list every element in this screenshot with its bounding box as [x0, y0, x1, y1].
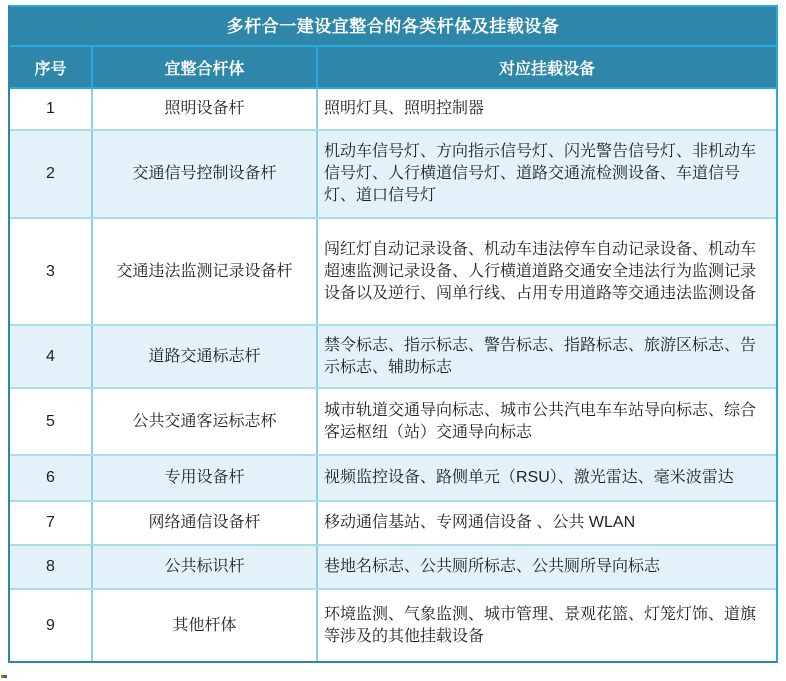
cell-pole: 公共交通客运标志杯 [92, 388, 317, 455]
table-row [10, 130, 776, 218]
table-title: 多杆合一建设宜整合的各类杆体及挂载设备 [10, 7, 776, 47]
column-header-no: 序号 [10, 47, 92, 88]
table-row [10, 501, 776, 545]
cell-devices: 巷地名标志、公共厕所标志、公共厕所导向标志 [317, 545, 776, 589]
cell-devices: 机动车信号灯、方向指示信号灯、闪光警告信号灯、非机动车信号灯、人行横道信号灯、道路交通流检测设备、车道信号灯、道口信号灯 [317, 130, 776, 218]
table-row [10, 388, 776, 455]
cell-pole: 网络通信设备杆 [92, 501, 317, 545]
cell-pole: 道路交通标志杆 [92, 325, 317, 388]
cell-no: 4 [10, 325, 92, 388]
cell-no: 9 [10, 589, 92, 661]
table-row [10, 545, 776, 589]
cell-devices: 城市轨道交通导向标志、城市公共汽电车车站导向标志、综合客运枢纽（站）交通导向标志 [317, 388, 776, 455]
cell-pole: 公共标识杆 [92, 545, 317, 589]
column-header-devices: 对应挂载设备 [317, 47, 776, 88]
cell-no: 3 [10, 218, 92, 325]
cell-devices: 视频监控设备、路侧单元（RSU）、激光雷达、毫米波雷达 [317, 455, 776, 501]
integration-table [8, 5, 778, 663]
table-row [10, 455, 776, 501]
table-row [10, 88, 776, 130]
cell-no: 5 [10, 388, 92, 455]
table-row [10, 325, 776, 388]
cell-pole: 其他杆体 [92, 589, 317, 661]
corner-artifact [1, 675, 7, 678]
cell-no: 2 [10, 130, 92, 218]
column-header-pole: 宜整合杆体 [92, 47, 317, 88]
cell-no: 7 [10, 501, 92, 545]
cell-devices: 移动通信基站、专网通信设备 、公共 WLAN [317, 501, 776, 545]
cell-devices: 禁令标志、指示标志、警告标志、指路标志、旅游区标志、告示标志、辅助标志 [317, 325, 776, 388]
cell-no: 1 [10, 88, 92, 130]
cell-no: 8 [10, 545, 92, 589]
cell-pole: 专用设备杆 [92, 455, 317, 501]
table-row [10, 218, 776, 325]
cell-pole: 交通违法监测记录设备杆 [92, 218, 317, 325]
cell-no: 6 [10, 455, 92, 501]
cell-devices: 照明灯具、照明控制器 [317, 88, 776, 130]
cell-pole: 照明设备杆 [92, 88, 317, 130]
header-row [10, 47, 776, 88]
cell-pole: 交通信号控制设备杆 [92, 130, 317, 218]
table-row [10, 589, 776, 661]
cell-devices: 闯红灯自动记录设备、机动车违法停车自动记录设备、机动车超速监测记录设备、人行横道道路交通安全违法行为监测记录设备以及逆行、闯单行线、占用专用道路等交通违法监测设备 [317, 218, 776, 325]
cell-devices: 环境监测、气象监测、城市管理、景观花篮、灯笼灯饰、道旗等涉及的其他挂载设备 [317, 589, 776, 661]
